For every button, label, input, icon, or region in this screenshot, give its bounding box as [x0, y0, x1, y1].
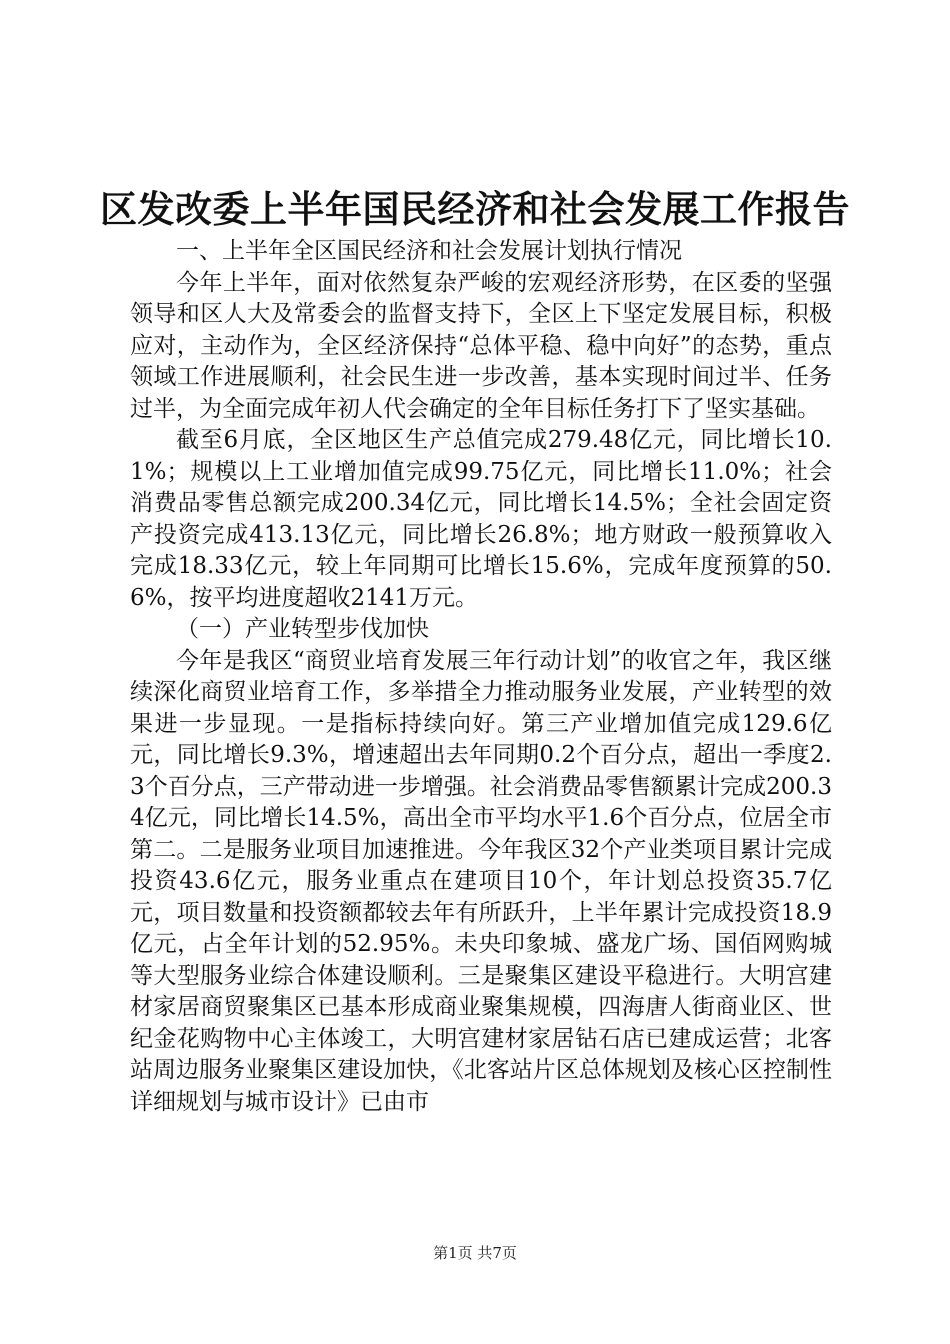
section-heading: 一、上半年全区国民经济和社会发展计划执行情况	[176, 238, 682, 264]
document-title: 区发改委上半年国民经济和社会发展工作报告	[100, 187, 850, 231]
body-paragraph: 今年是我区“商贸业培育发展三年行动计划”的收官之年，我区继续深化商贸业培育工作，多举措全力推动服务业发展，产业转型的效果进一步显现。一是指标持续向好。第三产业增加值完成129.6亿元，同比增长9.3%，增速超出去年同期0.2个百分点，超出一季度2.3个百分点，三产带动进一步增强。社会消费品零售额累计完成200.34亿元，同比增长14.5%，高出全市平均水平1.6个百分点，位居全市第二。二是服务业项目加速推进。今年我区32个产业类项目累计完成投资43.6亿元，服务业重点在建项目10个，年计划总投资35.7亿元，项目数量和投资额都较去年有所跃升，上半年累计完成投资18.9亿元，占全年计划的52.95%。未央印象城、盛龙广场、国佰网购城等大型服务业综合体建设顺利。三是聚集区建设平稳进行。大明宫建材家居商贸聚集区已基本形成商业聚集规模，四海唐人街商业区、世纪金花购物中心主体竣工，大明宫建材家居钻石店已建成运营；北客站周边服务业聚集区建设加快，《北客站片区总体规划及核心区控制性详细规划与城市设计》已由市	[130, 647, 832, 1115]
body-paragraph: 今年上半年，面对依然复杂严峻的宏观经济形势，在区委的坚强领导和区人大及常委会的监督支持下，全区上下坚定发展目标，积极应对，主动作为，全区经济保持“总体平稳、稳中向好”的态势，重点领域工作进展顺利，社会民生进一步改善，基本实现时间过半、任务过半，为全面完成年初人代会确定的全年目标任务打下了坚实基础。	[130, 269, 832, 422]
body-paragraph: 截至6月底，全区地区生产总值完成279.48亿元，同比增长10.1%；规模以上工业增加值完成99.75亿元，同比增长11.0%；社会消费品零售总额完成200.34亿元，同比增长14.5%；全社会固定资产投资完成413.13亿元，同比增长26.8%；地方财政一般预算收入完成18.33亿元，较上年同期可比增长15.6%，完成年度预算的50.6%，按平均进度超收2141万元。	[130, 427, 832, 611]
document-body	[130, 236, 832, 1118]
subsection-heading: （一）产业转型步伐加快	[176, 616, 429, 642]
page-number: 第1页 共7页	[433, 1244, 517, 1262]
